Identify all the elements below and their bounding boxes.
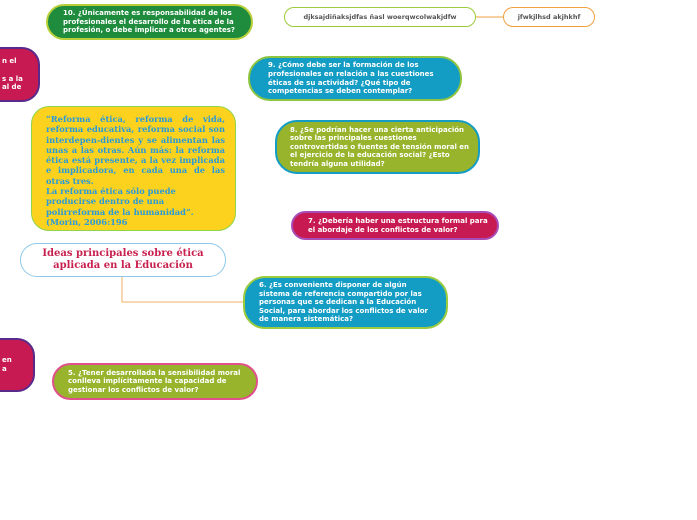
node-question-6-text: 6. ¿Es conveniente disponer de algún sistema de referencia compartido por las personas que se dedican a la Educación Social, para abordar los conflictos de valor de manera sistemática? xyxy=(259,281,428,324)
node-partial-left-bottom-text: en a xyxy=(2,356,12,373)
floating-topic-b[interactable] xyxy=(503,7,595,27)
quote-part-2: La reforma ética sólo puede producirse dentro de una polirreforma de la humanidad”. (Morin, 2006:196 xyxy=(46,186,194,227)
center-to-node6-connector xyxy=(122,277,245,302)
node-question-8[interactable] xyxy=(275,120,480,174)
node-partial-left-bottom[interactable] xyxy=(0,338,35,392)
node-question-5-text: 5. ¿Tener desarrollada la sensibilidad moral conlleva implícitamente la capacidad de gestionar los conflictos de valor? xyxy=(68,368,241,394)
node-question-5[interactable] xyxy=(52,363,258,400)
node-question-10-text: 10. ¿Únicamente es responsabilidad de los profesionales el desarrollo de la ética de la profesión, o debe implicar a otros agentes? xyxy=(63,9,235,35)
central-topic-title: Ideas principales sobre ética aplicada en la Educación xyxy=(42,248,204,271)
quote-part-1: “Reforma ética, reforma de vida, reforma educativa, reforma social son interdepen-dientes y se alimentan las unas a las otras. Aún más: la reforma ética está presente, a la vez implicada e implicadora, en cada una de las otras tres. xyxy=(46,114,225,186)
node-question-9-text: 9. ¿Cómo debe ser la formación de los profesionales en relación a las cuestiones éticas de su actividad? ¿Qué tipo de competencias se deben contemplar? xyxy=(268,61,434,96)
node-question-9[interactable] xyxy=(248,56,462,101)
quote-box[interactable] xyxy=(31,106,236,231)
node-question-8-text: 8. ¿Se podrían hacer una cierta anticipación sobre las principales cuestiones controvertidas o fuentes de tensión moral en el ejercicio de la educación social? ¿Esto tendría alguna utilidad? xyxy=(290,125,470,168)
central-topic[interactable] xyxy=(20,243,226,277)
floating-topic-a[interactable] xyxy=(284,7,476,27)
node-question-7[interactable] xyxy=(291,211,499,240)
floating-topic-a-text: djksajdiñaksjdfas ñasl woerqwcolwakjdfw xyxy=(303,13,457,21)
node-partial-left-top-text: n el s a la al de xyxy=(2,57,23,92)
node-question-6[interactable] xyxy=(243,276,448,329)
node-question-7-text: 7. ¿Debería haber una estructura formal para el abordaje de los conflictos de valor? xyxy=(308,216,488,234)
floating-topic-b-text: jfwkjlhsd akjhkhf xyxy=(517,13,581,21)
node-question-10[interactable] xyxy=(46,4,253,40)
node-partial-left-top[interactable] xyxy=(0,47,40,102)
